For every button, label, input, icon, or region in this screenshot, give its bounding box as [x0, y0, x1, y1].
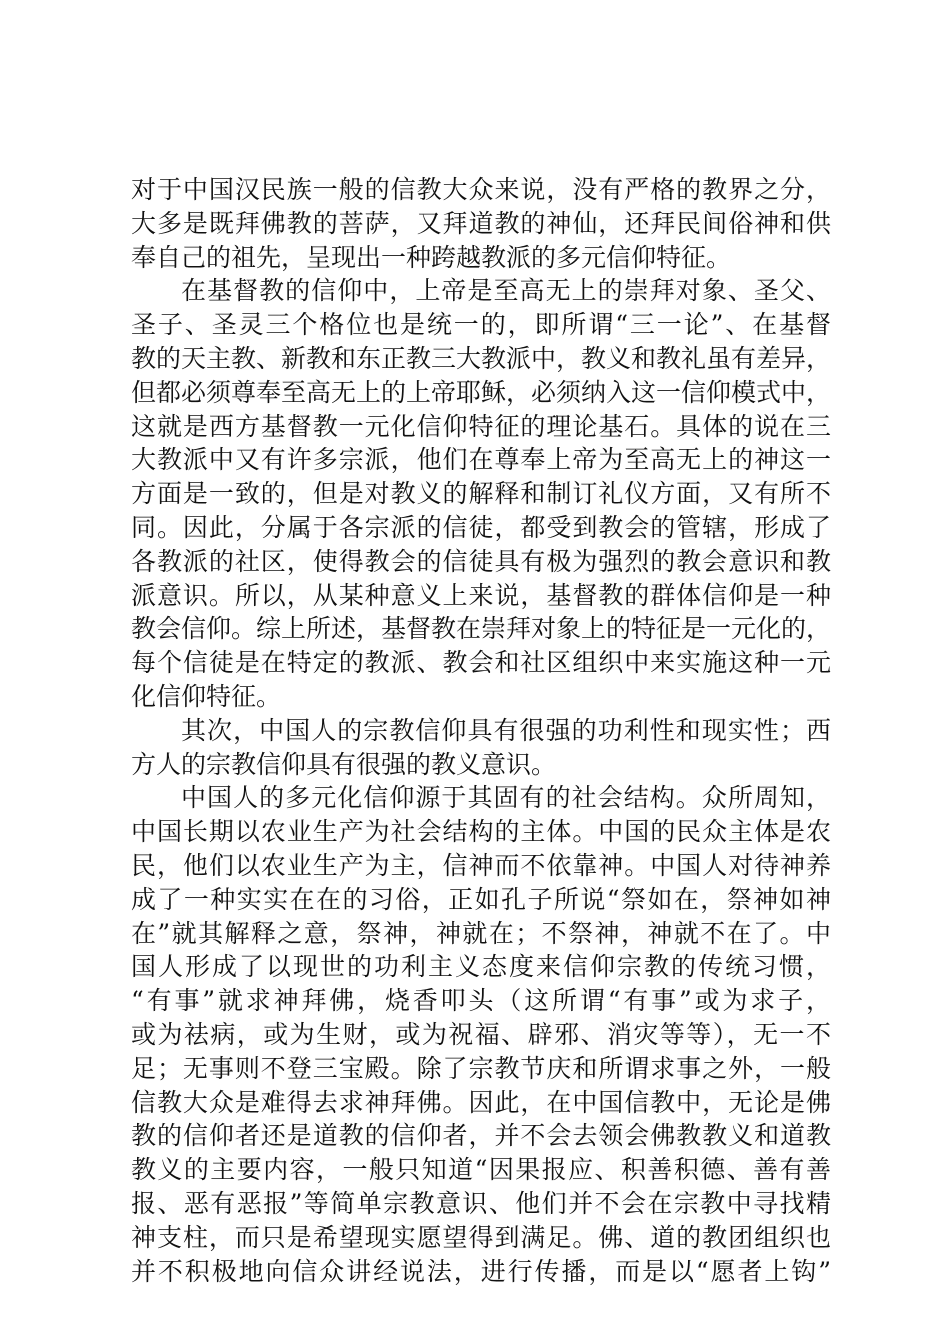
text-line: 大多是既拜佛教的菩萨，又拜道教的神仙，还拜民间俗神和供 — [131, 208, 831, 238]
text-line: 每个信徒是在特定的教派、教会和社区组织中来实施这种一元 — [131, 648, 831, 678]
text-line: 信教大众是难得去求神拜佛。因此，在中国信教中，无论是佛 — [131, 1087, 831, 1117]
text-line: 教的天主教、新教和东正教三大教派中，教义和教礼虽有差异， — [131, 343, 832, 373]
text-line: 在基督教的信仰中，上帝是至高无上的崇拜对象、圣父、 — [181, 276, 831, 306]
text-line: 在”就其解释之意，祭神，神就在；不祭神，神就不在了。中 — [131, 918, 831, 948]
text-line: 成了一种实实在在的习俗，正如孔子所说“祭如在，祭神如神 — [131, 884, 831, 914]
text-line: 教的信仰者还是道教的信仰者，并不会去领会佛教教义和道教 — [131, 1121, 831, 1151]
text-line: 神支柱，而只是希望现实愿望得到满足。佛、道的教团组织也 — [131, 1222, 831, 1252]
text-line: 中国长期以农业生产为社会结构的主体。中国的民众主体是农 — [131, 817, 831, 847]
text-line: “有事”就求神拜佛，烧香叩头（这所谓“有事”或为求子， — [131, 986, 831, 1016]
text-line: 圣子、圣灵三个格位也是统一的，即所谓“三一论”、在基督 — [131, 310, 831, 340]
text-line: 但都必须尊奉至高无上的上帝耶稣，必须纳入这一信仰模式中， — [131, 377, 832, 407]
text-line: 国人形成了以现世的功利主义态度来信仰宗教的传统习惯， — [131, 952, 831, 982]
text-line: 这就是西方基督教一元化信仰特征的理论基石。具体的说在三 — [131, 411, 831, 441]
text-line: 派意识。所以，从某种意义上来说，基督教的群体信仰是一种 — [131, 580, 831, 610]
text-line: 教会信仰。综上所述，基督教在崇拜对象上的特征是一元化的， — [131, 614, 832, 644]
text-line: 方面是一致的，但是对教义的解释和制订礼仪方面，又有所不 — [131, 479, 831, 509]
text-line: 教义的主要内容，一般只知道“因果报应、积善积德、善有善 — [131, 1155, 831, 1185]
body-text — [131, 173, 831, 1288]
text-line: 同。因此，分属于各宗派的信徒，都受到教会的管辖，形成了 — [131, 512, 831, 542]
text-line: 对于中国汉民族一般的信教大众来说，没有严格的教界之分， — [131, 175, 831, 204]
text-line: 中国人的多元化信仰源于其固有的社会结构。众所周知， — [181, 783, 831, 813]
text-line: 大教派中又有许多宗派，他们在尊奉上帝为至高无上的神这一 — [131, 445, 831, 475]
text-line: 报、恶有恶报”等简单宗教意识、他们并不会在宗教中寻找精 — [131, 1188, 831, 1218]
text-line: 并不积极地向信众讲经说法，进行传播，而是以“愿者上钩” — [131, 1256, 831, 1286]
text-line: 奉自己的祖先，呈现出一种跨越教派的多元信仰特征。 — [131, 242, 732, 272]
text-line: 化信仰特征。 — [131, 681, 282, 711]
text-line: 方人的宗教信仰具有很强的教义意识。 — [131, 749, 557, 779]
text-line: 民，他们以农业生产为主，信神而不依靠神。中国人对待神养 — [131, 850, 831, 880]
text-line: 其次，中国人的宗教信仰具有很强的功利性和现实性；西 — [181, 715, 831, 745]
text-line: 或为祛病，或为生财，或为祝福、辟邪、消灾等等），无一不 — [131, 1019, 831, 1049]
text-line: 各教派的社区，使得教会的信徒具有极为强烈的教会意识和教 — [131, 546, 831, 576]
text-line: 足；无事则不登三宝殿。除了宗教节庆和所谓求事之外，一般 — [131, 1053, 831, 1083]
